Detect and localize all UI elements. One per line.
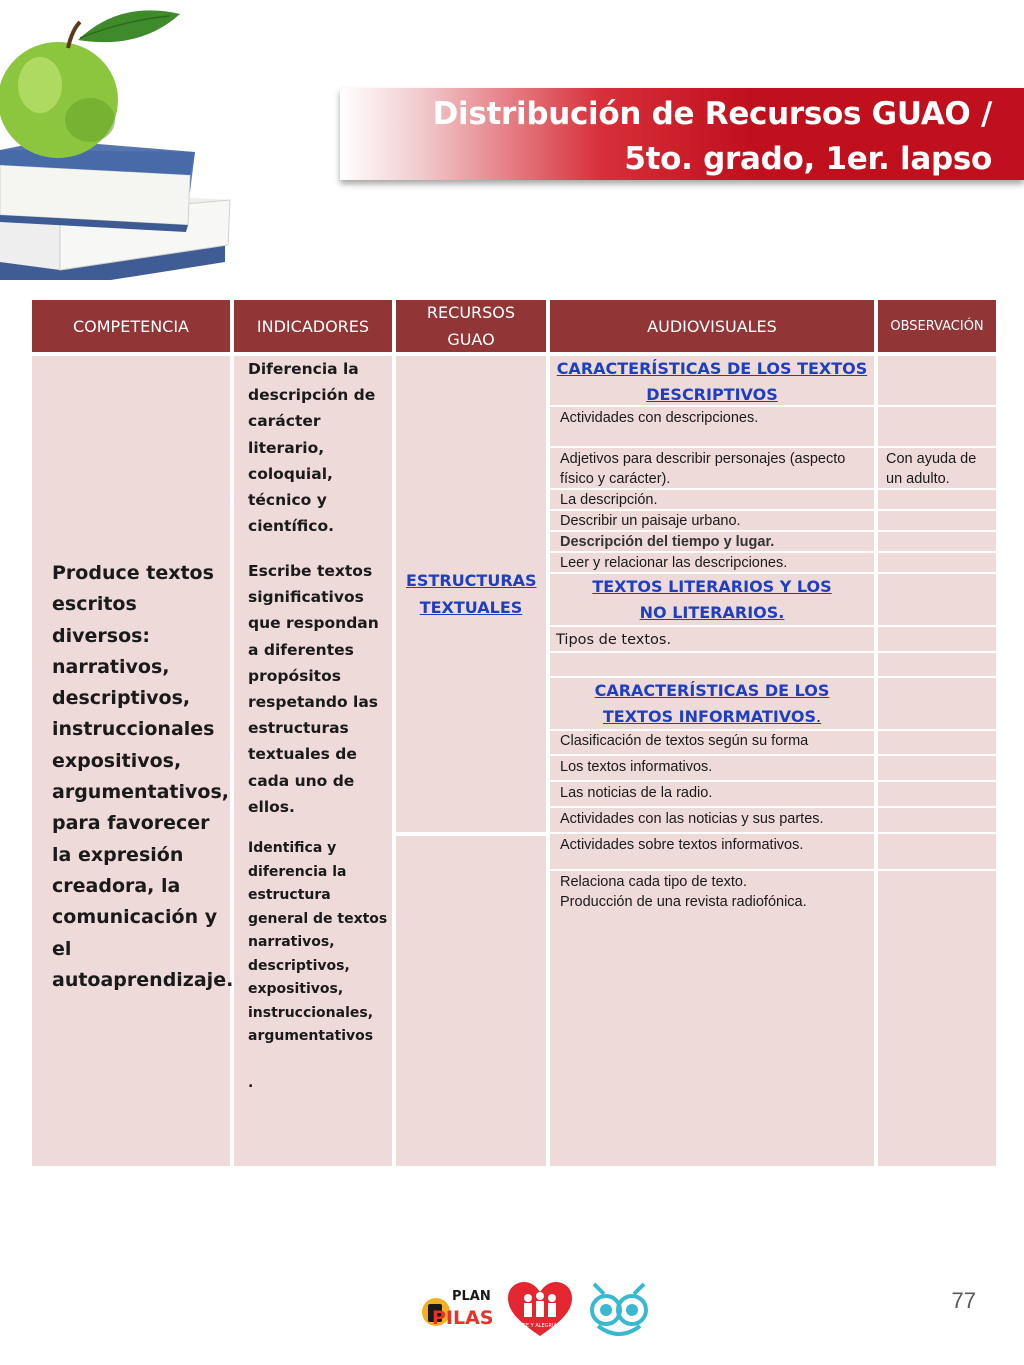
page-number: 77 [951,1288,976,1313]
competencia-text: Produce textos escritos diversos: narrativos, descriptivos, instruccionales expositivos, argumentativos, para favorecer la expresión creadora, la comunicación y el autoaprendizaje. [52,562,234,991]
svg-text:PLAN: PLAN [452,1289,491,1304]
title-line-1: Distribución de Recursos GUAO / [432,96,992,132]
link-textos-informativos[interactable]: CARACTERÍSTICAS DE LOS TEXTOS INFORMATIVOS. [594,681,830,726]
guao-owl-logo [592,1284,646,1334]
fe-y-alegria-logo [508,1282,572,1336]
indicador-4: . [248,1075,254,1091]
page-title [433,92,992,182]
estructuras-textuales-link[interactable]: ESTRUCTURAS TEXTUALES [406,571,537,617]
cell-recursos [396,356,546,832]
title-line-2: 5to. grado, 1er. lapso [624,141,992,177]
cell-audiovisuales: CARACTERÍSTICAS DE LOS TEXTOS DESCRIPTIVOS Actividades con descripciones. Adjetivos para describir personajes (aspecto físico y carácter). La descripción. Describir un paisaje urbano. Descripción del tiempo y lugar. Leer y relacionar las descripciones. TEXTOS LITERARIOS Y LOS NO LITERARIOS. Tipos de textos. CARACTERÍSTICAS DE LOS TEXTOS INFORMATIVOS. Clasificación de textos según su forma Los textos informativos. Las noticias de la radio. Actividades con las noticias y sus partes. Actividades sobre textos informativos. Relaciona cada tipo de texto. Producción de una revista radiofónica. [550,356,874,1166]
indicador-2: Escribe textos significativos que respondan a diferentes propósitos respetando las estructuras textuales de cada uno de ellos. [248,562,379,816]
header-recursos: RECURSOS GUAO [396,300,546,352]
link-textos-literarios[interactable]: TEXTOS LITERARIOS Y LOS NO LITERARIOS. [592,577,832,622]
plan-pilas-logo [422,1289,494,1329]
header-competencia: COMPETENCIA [32,300,230,352]
header-observacion: OBSERVACIÓN [878,300,996,352]
resources-table [32,300,996,1166]
link-textos-descriptivos[interactable]: CARACTERÍSTICAS DE LOS TEXTOS DESCRIPTIVOS [556,359,868,404]
cell-competencia [32,356,234,1166]
header-audiovisuales: AUDIOVISUALES [550,300,874,352]
apple-books-illustration [0,0,240,280]
svg-text:FE Y ALEGRIA: FE Y ALEGRIA [523,1323,557,1329]
observacion-text: Con ayuda de un adulto. [886,451,977,487]
cell-observacion [878,356,996,1166]
indicador-3: Identifica y diferencia la estructura general de textos narrativos, descriptivos, expositivos, instruccionales, argumentativos [248,840,388,1044]
footer-logos [418,1276,654,1342]
header-indicadores: INDICADORES [234,300,392,352]
cell-indicadores [234,356,392,1166]
cell-recursos-empty [396,836,546,1166]
indicador-1: Diferencia la descripción de carácter literario, coloquial, técnico y científico. [248,360,376,536]
svg-text:PILAS: PILAS [432,1307,494,1329]
